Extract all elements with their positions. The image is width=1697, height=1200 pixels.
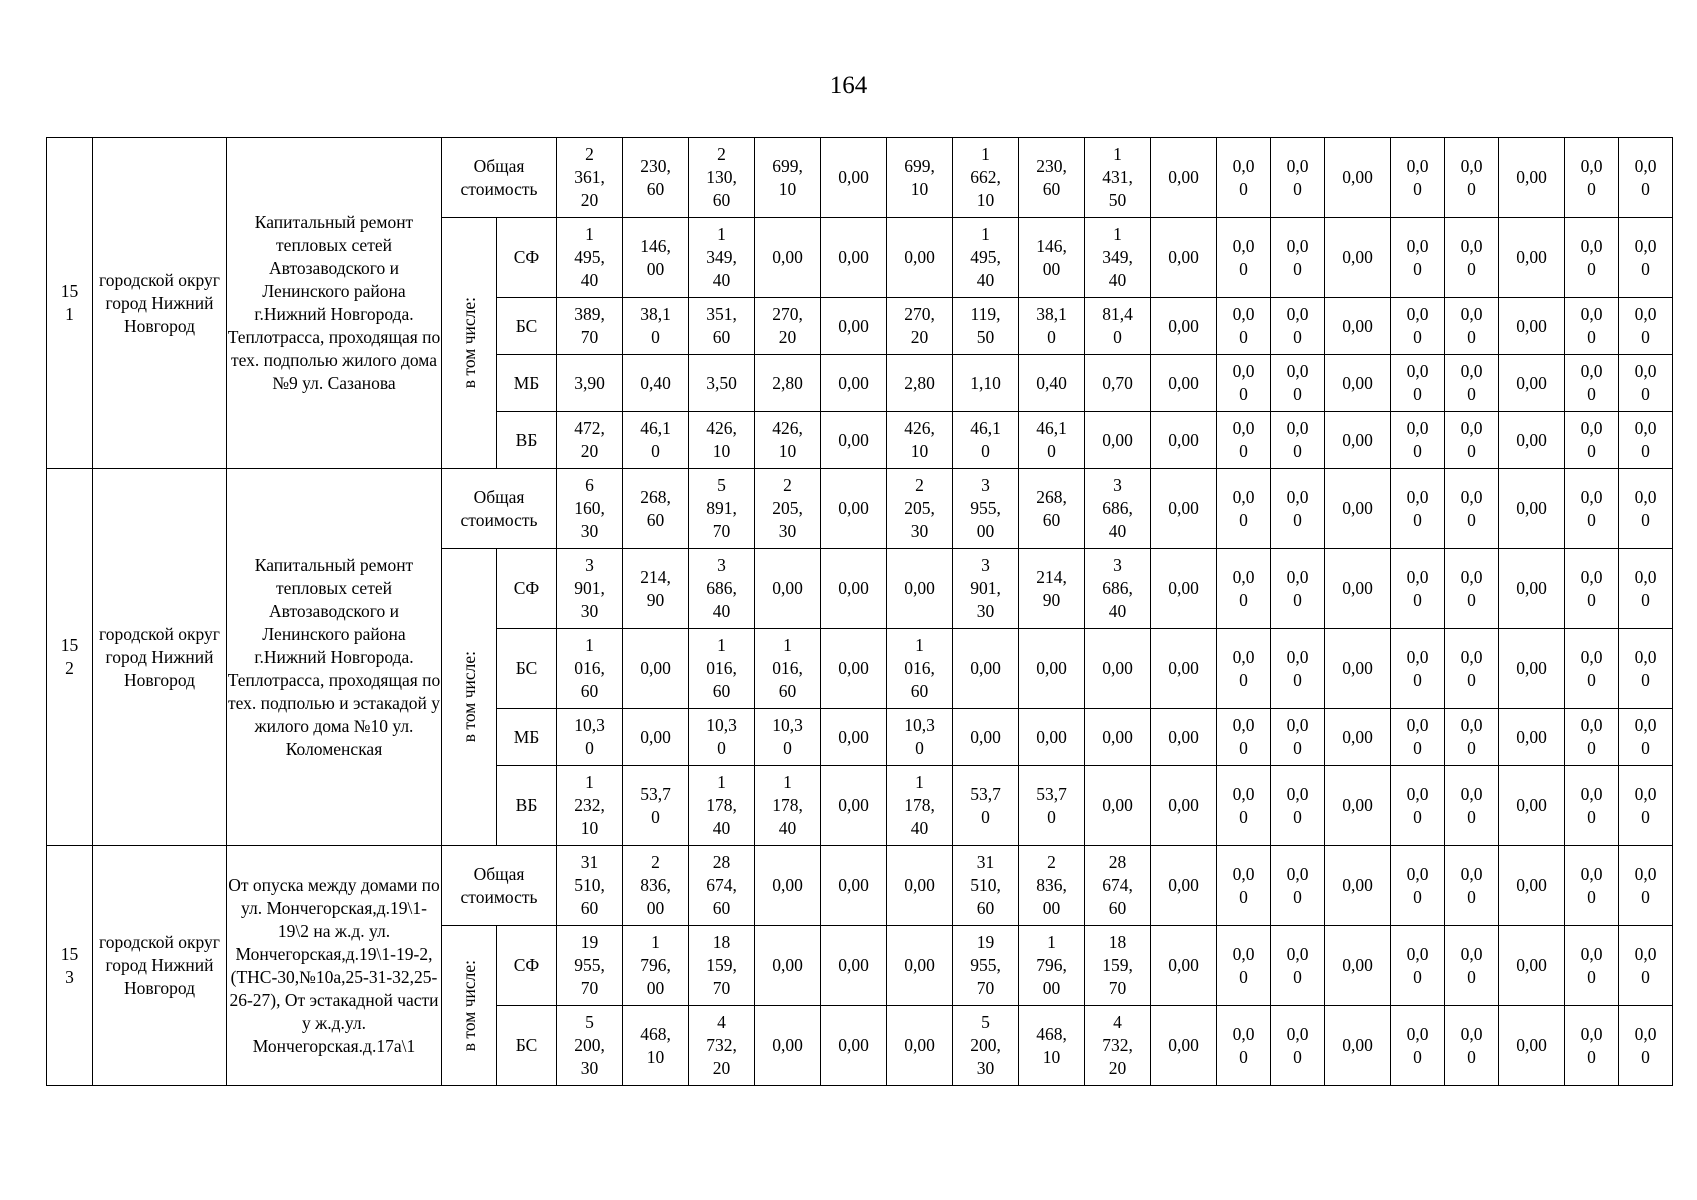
value-cell: 0,0 0: [1391, 218, 1445, 298]
value-cell: 46,1 0: [1019, 412, 1085, 469]
value-cell: 0,0 0: [1391, 846, 1445, 926]
value-cell: 1 016, 60: [689, 629, 755, 709]
fund-source-label: ВБ: [497, 412, 557, 469]
value-cell: 0,0 0: [1217, 355, 1271, 412]
value-cell: 2 205, 30: [755, 469, 821, 549]
value-cell: 18 159, 70: [689, 926, 755, 1006]
row-number: 15 1: [47, 138, 93, 469]
value-cell: 53,7 0: [1019, 766, 1085, 846]
page-number: 164: [829, 72, 868, 99]
value-cell: 0,00: [1499, 1006, 1565, 1086]
row-number: 15 2: [47, 469, 93, 846]
value-cell: 19 955, 70: [953, 926, 1019, 1006]
value-cell: 5 200, 30: [953, 1006, 1019, 1086]
value-cell: 0,00: [1151, 469, 1217, 549]
value-cell: 0,00: [821, 709, 887, 766]
table-row-total: [47, 138, 1673, 218]
value-cell: 0,00: [755, 926, 821, 1006]
value-cell: 0,0 0: [1217, 709, 1271, 766]
value-cell: 0,00: [1325, 629, 1391, 709]
value-cell: 0,0 0: [1565, 298, 1619, 355]
value-cell: 0,0 0: [1565, 412, 1619, 469]
value-cell: 10,3 0: [689, 709, 755, 766]
value-cell: 0,00: [1325, 926, 1391, 1006]
value-cell: 0,0 0: [1565, 709, 1619, 766]
value-cell: 119, 50: [953, 298, 1019, 355]
value-cell: 0,00: [887, 1006, 953, 1086]
value-cell: 5 891, 70: [689, 469, 755, 549]
value-cell: 0,00: [1499, 298, 1565, 355]
value-cell: 0,00: [1499, 138, 1565, 218]
fund-source-label: МБ: [497, 709, 557, 766]
project-description: Капитальный ремонт тепловых сетей Автозаводского и Ленинского района г.Нижний Новгорода. Теплотрасса, проходящая по тех. подполью и эстакадой у жилого дома №10 ул. Коломенская: [227, 469, 442, 846]
value-cell: 472, 20: [557, 412, 623, 469]
fund-source-label: СФ: [497, 218, 557, 298]
value-cell: 0,0 0: [1445, 138, 1499, 218]
value-cell: 0,00: [1151, 355, 1217, 412]
value-cell: 426, 10: [887, 412, 953, 469]
value-cell: 0,00: [821, 412, 887, 469]
value-cell: 0,0 0: [1271, 926, 1325, 1006]
value-cell: 0,0 0: [1391, 709, 1445, 766]
total-cost-label: Общая стоимость: [442, 846, 557, 926]
value-cell: 0,00: [953, 709, 1019, 766]
value-cell: 230, 60: [1019, 138, 1085, 218]
fund-source-label: ВБ: [497, 766, 557, 846]
value-cell: 2 361, 20: [557, 138, 623, 218]
total-cost-label: Общая стоимость: [442, 469, 557, 549]
value-cell: 0,0 0: [1445, 549, 1499, 629]
table-row-total: [47, 846, 1673, 926]
value-cell: 2 130, 60: [689, 138, 755, 218]
value-cell: 0,0 0: [1619, 412, 1673, 469]
value-cell: 2,80: [887, 355, 953, 412]
value-cell: 0,00: [821, 549, 887, 629]
municipality: городской округ город Нижний Новгород: [93, 469, 227, 846]
value-cell: 0,0 0: [1445, 1006, 1499, 1086]
value-cell: 426, 10: [689, 412, 755, 469]
value-cell: 0,0 0: [1445, 469, 1499, 549]
value-cell: 0,0 0: [1217, 138, 1271, 218]
value-cell: 0,0 0: [1271, 629, 1325, 709]
value-cell: 0,00: [1085, 412, 1151, 469]
value-cell: 0,00: [1325, 355, 1391, 412]
municipality: городской округ город Нижний Новгород: [93, 846, 227, 1086]
value-cell: 3,90: [557, 355, 623, 412]
value-cell: 0,00: [821, 218, 887, 298]
value-cell: 38,1 0: [623, 298, 689, 355]
value-cell: 0,00: [1499, 218, 1565, 298]
value-cell: 3 686, 40: [1085, 469, 1151, 549]
value-cell: 0,0 0: [1217, 218, 1271, 298]
value-cell: 0,0 0: [1619, 629, 1673, 709]
value-cell: 0,0 0: [1619, 549, 1673, 629]
value-cell: 0,0 0: [1271, 469, 1325, 549]
fund-source-label: БС: [497, 298, 557, 355]
value-cell: 1 178, 40: [689, 766, 755, 846]
value-cell: 0,00: [1325, 218, 1391, 298]
value-cell: 699, 10: [755, 138, 821, 218]
value-cell: 699, 10: [887, 138, 953, 218]
value-cell: 2 836, 00: [623, 846, 689, 926]
value-cell: 0,0 0: [1271, 218, 1325, 298]
value-cell: 0,00: [1499, 846, 1565, 926]
value-cell: 0,00: [1151, 846, 1217, 926]
value-cell: 0,0 0: [1565, 766, 1619, 846]
value-cell: 0,00: [1325, 469, 1391, 549]
value-cell: 0,0 0: [1391, 138, 1445, 218]
value-cell: 268, 60: [1019, 469, 1085, 549]
value-cell: 0,00: [755, 1006, 821, 1086]
value-cell: 0,00: [1151, 218, 1217, 298]
value-cell: 0,0 0: [1217, 549, 1271, 629]
value-cell: 1 796, 00: [1019, 926, 1085, 1006]
value-cell: 4 732, 20: [689, 1006, 755, 1086]
project-description: От опуска между домами по ул. Мончегорская,д.19\1-19\2 на ж.д. ул. Мончегорская,д.19\1-19-2, (ТНС-30,№10а,25-31-32,25-26-27), От эстакадной части у ж.д.ул. Мончегорская.д.17а\1: [227, 846, 442, 1086]
value-cell: 0,0 0: [1445, 218, 1499, 298]
value-cell: 0,00: [1499, 355, 1565, 412]
value-cell: 0,00: [1151, 766, 1217, 846]
fund-source-label: СФ: [497, 549, 557, 629]
value-cell: 0,0 0: [1217, 926, 1271, 1006]
value-cell: 0,0 0: [1391, 766, 1445, 846]
value-cell: 3,50: [689, 355, 755, 412]
value-cell: 389, 70: [557, 298, 623, 355]
value-cell: 0,0 0: [1391, 1006, 1445, 1086]
value-cell: 0,00: [1325, 846, 1391, 926]
value-cell: 31 510, 60: [557, 846, 623, 926]
value-cell: 270, 20: [887, 298, 953, 355]
value-cell: 0,00: [887, 549, 953, 629]
value-cell: 0,00: [821, 355, 887, 412]
value-cell: 0,00: [1325, 709, 1391, 766]
value-cell: 53,7 0: [623, 766, 689, 846]
value-cell: 3 686, 40: [689, 549, 755, 629]
value-cell: 0,0 0: [1271, 355, 1325, 412]
value-cell: 0,00: [1499, 412, 1565, 469]
value-cell: 0,40: [623, 355, 689, 412]
value-cell: 1 349, 40: [689, 218, 755, 298]
value-cell: 0,00: [1499, 469, 1565, 549]
value-cell: 0,70: [1085, 355, 1151, 412]
value-cell: 214, 90: [623, 549, 689, 629]
fund-group-label: [442, 926, 497, 1086]
value-cell: 10,3 0: [755, 709, 821, 766]
value-cell: 53,7 0: [953, 766, 1019, 846]
value-cell: 0,0 0: [1217, 846, 1271, 926]
value-cell: 19 955, 70: [557, 926, 623, 1006]
value-cell: 0,00: [1085, 709, 1151, 766]
budget-table: [46, 137, 1673, 1086]
value-cell: 0,00: [821, 846, 887, 926]
value-cell: 0,0 0: [1565, 355, 1619, 412]
value-cell: 0,0 0: [1445, 629, 1499, 709]
value-cell: 0,0 0: [1217, 766, 1271, 846]
fund-source-label: БС: [497, 1006, 557, 1086]
value-cell: 0,0 0: [1619, 709, 1673, 766]
value-cell: 3 686, 40: [1085, 549, 1151, 629]
value-cell: 0,0 0: [1565, 926, 1619, 1006]
value-cell: 0,00: [1325, 1006, 1391, 1086]
value-cell: 1 495, 40: [557, 218, 623, 298]
value-cell: 0,0 0: [1565, 469, 1619, 549]
value-cell: 0,0 0: [1445, 766, 1499, 846]
value-cell: 0,00: [821, 926, 887, 1006]
value-cell: 0,00: [1151, 926, 1217, 1006]
value-cell: 0,00: [821, 1006, 887, 1086]
value-cell: 0,00: [1019, 709, 1085, 766]
value-cell: 10,3 0: [887, 709, 953, 766]
value-cell: 0,0 0: [1619, 469, 1673, 549]
value-cell: 1 431, 50: [1085, 138, 1151, 218]
value-cell: 0,00: [755, 218, 821, 298]
value-cell: 1 178, 40: [755, 766, 821, 846]
value-cell: 3 955, 00: [953, 469, 1019, 549]
value-cell: 0,0 0: [1565, 549, 1619, 629]
value-cell: 2,80: [755, 355, 821, 412]
value-cell: 0,0 0: [1391, 412, 1445, 469]
value-cell: 4 732, 20: [1085, 1006, 1151, 1086]
value-cell: 1 232, 10: [557, 766, 623, 846]
value-cell: 0,00: [821, 629, 887, 709]
value-cell: 0,0 0: [1445, 846, 1499, 926]
value-cell: 81,4 0: [1085, 298, 1151, 355]
value-cell: 1 016, 60: [755, 629, 821, 709]
fund-group-label: [442, 218, 497, 469]
total-cost-label: Общая стоимость: [442, 138, 557, 218]
value-cell: 0,00: [1499, 709, 1565, 766]
value-cell: 0,0 0: [1391, 469, 1445, 549]
value-cell: 0,0 0: [1217, 629, 1271, 709]
value-cell: 0,00: [887, 846, 953, 926]
value-cell: 426, 10: [755, 412, 821, 469]
value-cell: 0,0 0: [1619, 926, 1673, 1006]
value-cell: 5 200, 30: [557, 1006, 623, 1086]
value-cell: 270, 20: [755, 298, 821, 355]
value-cell: 1,10: [953, 355, 1019, 412]
fund-group-text: в том числе:: [458, 959, 479, 1052]
value-cell: 0,0 0: [1271, 709, 1325, 766]
fund-source-label: МБ: [497, 355, 557, 412]
value-cell: 0,0 0: [1619, 298, 1673, 355]
value-cell: 230, 60: [623, 138, 689, 218]
value-cell: 0,0 0: [1271, 549, 1325, 629]
value-cell: 0,00: [1151, 709, 1217, 766]
value-cell: 0,0 0: [1217, 412, 1271, 469]
value-cell: 0,0 0: [1565, 1006, 1619, 1086]
value-cell: 0,0 0: [1271, 298, 1325, 355]
fund-group-text: в том числе:: [458, 297, 479, 389]
value-cell: 0,00: [1499, 926, 1565, 1006]
value-cell: 1 349, 40: [1085, 218, 1151, 298]
fund-group-label: [442, 549, 497, 846]
value-cell: 0,0 0: [1391, 549, 1445, 629]
value-cell: 468, 10: [623, 1006, 689, 1086]
value-cell: 31 510, 60: [953, 846, 1019, 926]
value-cell: 268, 60: [623, 469, 689, 549]
value-cell: 1 796, 00: [623, 926, 689, 1006]
value-cell: 0,0 0: [1619, 1006, 1673, 1086]
table-row-total: [47, 469, 1673, 549]
value-cell: 1 495, 40: [953, 218, 1019, 298]
value-cell: 0,0 0: [1391, 355, 1445, 412]
value-cell: 0,00: [821, 298, 887, 355]
value-cell: 18 159, 70: [1085, 926, 1151, 1006]
value-cell: 0,0 0: [1565, 138, 1619, 218]
value-cell: 2 205, 30: [887, 469, 953, 549]
value-cell: 0,0 0: [1565, 629, 1619, 709]
value-cell: 0,0 0: [1619, 355, 1673, 412]
value-cell: 0,00: [1151, 412, 1217, 469]
value-cell: 0,0 0: [1565, 218, 1619, 298]
value-cell: 46,1 0: [623, 412, 689, 469]
value-cell: 146, 00: [623, 218, 689, 298]
value-cell: 0,0 0: [1445, 926, 1499, 1006]
value-cell: 0,0 0: [1445, 412, 1499, 469]
value-cell: 0,00: [821, 469, 887, 549]
value-cell: 1 016, 60: [887, 629, 953, 709]
value-cell: 0,0 0: [1565, 846, 1619, 926]
value-cell: 468, 10: [1019, 1006, 1085, 1086]
value-cell: 0,00: [1151, 298, 1217, 355]
value-cell: 146, 00: [1019, 218, 1085, 298]
value-cell: 38,1 0: [1019, 298, 1085, 355]
value-cell: 28 674, 60: [1085, 846, 1151, 926]
fund-source-label: СФ: [497, 926, 557, 1006]
value-cell: 0,0 0: [1619, 138, 1673, 218]
value-cell: 0,0 0: [1445, 298, 1499, 355]
value-cell: 0,0 0: [1445, 355, 1499, 412]
value-cell: 0,0 0: [1391, 926, 1445, 1006]
row-number: 15 3: [47, 846, 93, 1086]
value-cell: 0,00: [953, 629, 1019, 709]
value-cell: 0,0 0: [1217, 1006, 1271, 1086]
value-cell: 0,00: [755, 846, 821, 926]
value-cell: 6 160, 30: [557, 469, 623, 549]
value-cell: 0,00: [1325, 766, 1391, 846]
value-cell: 0,0 0: [1271, 138, 1325, 218]
value-cell: 0,00: [1499, 766, 1565, 846]
value-cell: 0,00: [1151, 138, 1217, 218]
value-cell: 0,00: [821, 766, 887, 846]
value-cell: 1 178, 40: [887, 766, 953, 846]
value-cell: 0,0 0: [1619, 218, 1673, 298]
value-cell: 0,0 0: [1619, 846, 1673, 926]
value-cell: 214, 90: [1019, 549, 1085, 629]
value-cell: 10,3 0: [557, 709, 623, 766]
value-cell: 0,0 0: [1271, 1006, 1325, 1086]
value-cell: 0,00: [755, 549, 821, 629]
value-cell: 351, 60: [689, 298, 755, 355]
value-cell: 0,0 0: [1619, 766, 1673, 846]
value-cell: 0,0 0: [1271, 846, 1325, 926]
value-cell: 0,00: [887, 926, 953, 1006]
value-cell: 0,00: [821, 138, 887, 218]
value-cell: 0,0 0: [1217, 469, 1271, 549]
value-cell: 0,0 0: [1391, 629, 1445, 709]
value-cell: 0,00: [1085, 629, 1151, 709]
project-description: Капитальный ремонт тепловых сетей Автозаводского и Ленинского района г.Нижний Новгорода. Теплотрасса, проходящая по тех. подполью жилого дома №9 ул. Сазанова: [227, 138, 442, 469]
value-cell: 0,00: [1325, 549, 1391, 629]
value-cell: 2 836, 00: [1019, 846, 1085, 926]
value-cell: 3 901, 30: [953, 549, 1019, 629]
value-cell: 0,0 0: [1271, 412, 1325, 469]
value-cell: 28 674, 60: [689, 846, 755, 926]
value-cell: 0,00: [887, 218, 953, 298]
value-cell: 0,0 0: [1391, 298, 1445, 355]
municipality: городской округ город Нижний Новгород: [93, 138, 227, 469]
value-cell: 0,00: [1499, 549, 1565, 629]
value-cell: 0,00: [1151, 629, 1217, 709]
value-cell: 0,00: [1499, 629, 1565, 709]
value-cell: 0,0 0: [1271, 766, 1325, 846]
value-cell: 0,00: [1325, 298, 1391, 355]
value-cell: 0,40: [1019, 355, 1085, 412]
value-cell: 0,00: [1151, 549, 1217, 629]
fund-source-label: БС: [497, 629, 557, 709]
value-cell: 0,00: [623, 629, 689, 709]
value-cell: 46,1 0: [953, 412, 1019, 469]
value-cell: 0,00: [1019, 629, 1085, 709]
value-cell: 0,00: [1325, 412, 1391, 469]
value-cell: 1 016, 60: [557, 629, 623, 709]
value-cell: 0,0 0: [1445, 709, 1499, 766]
fund-group-text: в том числе:: [458, 651, 479, 743]
value-cell: 0,00: [1325, 138, 1391, 218]
value-cell: 1 662, 10: [953, 138, 1019, 218]
value-cell: 0,00: [1151, 1006, 1217, 1086]
value-cell: 3 901, 30: [557, 549, 623, 629]
value-cell: 0,00: [1085, 766, 1151, 846]
value-cell: 0,00: [623, 709, 689, 766]
value-cell: 0,0 0: [1217, 298, 1271, 355]
